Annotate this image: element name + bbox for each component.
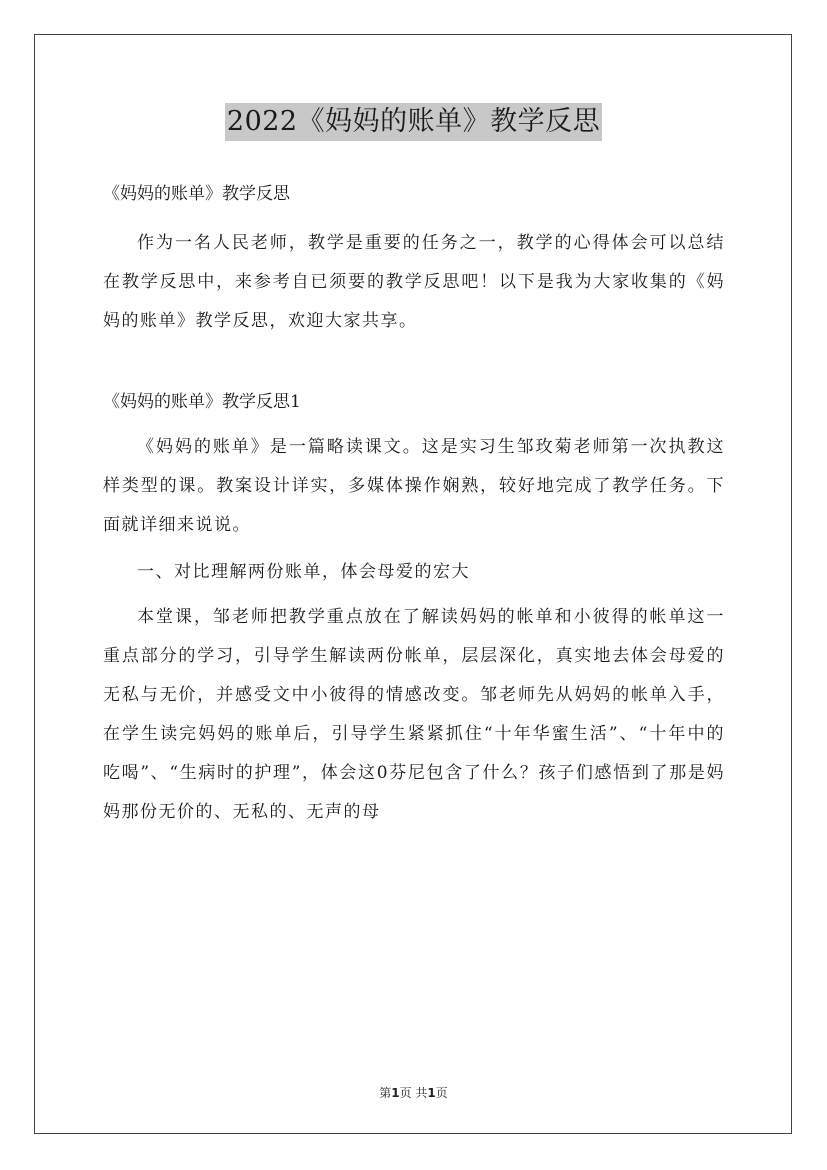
section1-paragraph-1: 《妈妈的账单》是一篇略读课文。这是实习生邹玫菊老师第一次执教这样类型的课。教案设计详实，多媒体操作娴熟，较好地完成了教学任务。下面就详细来说说。 bbox=[103, 437, 725, 535]
intro-paragraph: 作为一名人民老师，教学是重要的任务之一，教学的心得体会可以总结在教学反思中，来参考自已须要的教学反思吧！以下是我为大家收集的《妈妈的账单》教学反思，欢迎大家共享。 bbox=[103, 233, 725, 331]
footer-page-total: 1 bbox=[427, 1086, 436, 1100]
footer-page-mid: 页 共 bbox=[399, 1086, 428, 1100]
document-body bbox=[103, 174, 725, 832]
page-footer bbox=[0, 1084, 827, 1101]
footer-page-prefix: 第 bbox=[379, 1086, 392, 1100]
main-heading: 《妈妈的账单》教学反思 bbox=[103, 184, 290, 204]
title-wrap bbox=[0, 103, 827, 141]
section1-heading: 《妈妈的账单》教学反思1 bbox=[103, 392, 301, 412]
section1-subheading-1: 一、对比理解两份账单，体会母爱的宏大 bbox=[137, 562, 470, 582]
footer-page-current: 1 bbox=[391, 1086, 400, 1100]
footer-page-suffix: 页 bbox=[435, 1086, 448, 1100]
document-title: 2022《妈妈的账单》教学反思 bbox=[225, 103, 602, 141]
section1-paragraph-2: 本堂课，邹老师把教学重点放在了解读妈妈的帐单和小彼得的帐单这一重点部分的学习，引导学生解读两份帐单，层层深化，真实地去体会母爱的无私与无价，并感受文中小彼得的情感改变。邹老师先从妈妈的帐单入手，在学生读完妈妈的账单后，引导学生紧紧抓住“十年华蜜生活”、“十年中的吃喝”、“生病时的护理”，体会这0芬尼包含了什么？孩子们感悟到了那是妈妈那份无价的、无私的、无声的母 bbox=[103, 607, 725, 822]
